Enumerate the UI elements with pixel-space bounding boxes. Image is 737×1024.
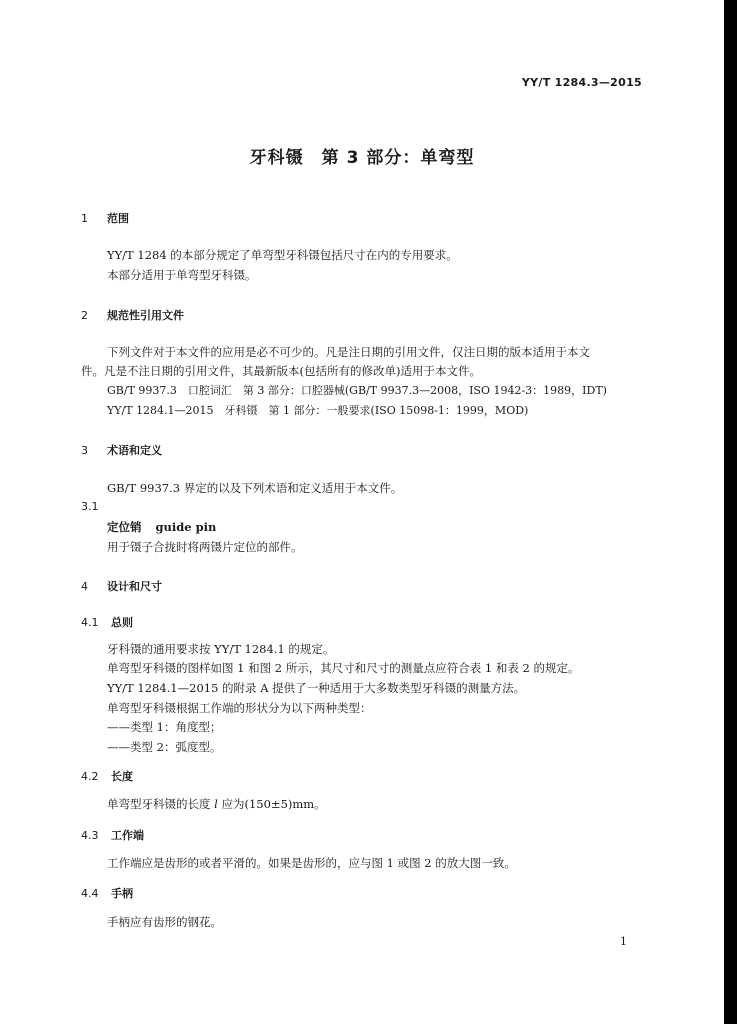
section-3-heading [81,442,162,458]
text-run: 单弯型牙科镊的长度 [107,797,215,811]
list-item: ——类型 1：角度型； [107,720,222,734]
section-title: 规范性引用文件 [107,309,184,322]
page-edge-bar [724,0,737,1024]
paragraph: YY/T 1284 的本部分规定了单弯型牙科镊包括尺寸在内的专用要求。 [107,248,458,262]
list-item: ——类型 2：弧度型。 [107,740,222,754]
section-title: 范围 [107,212,129,225]
subsection-4-1-heading [81,614,133,630]
subsection-number: 4.3 [81,829,99,842]
subsection-title: 长度 [111,770,133,783]
section-title: 术语和定义 [107,444,162,457]
paragraph-continuation: 件。凡是不注日期的引用文件，其最新版本(包括所有的修改单)适用于本文件。 [81,364,481,378]
length-variable: l [214,797,218,811]
text-run: 应为(150±5)mm。 [217,797,326,811]
reference-item: YY/T 1284.1—2015 牙科镊 第 1 部分：一般要求(ISO 15098-1：1999，MOD) [107,404,529,417]
paragraph: 下列文件对于本文件的应用是必不可少的。凡是注日期的引用文件，仅注日期的版本适用于本文 [107,345,590,359]
subsection-4-3-heading [81,827,144,843]
subsection-title: 工作端 [111,829,144,842]
paragraph: 单弯型牙科镊的图样如图 1 和图 2 所示，其尺寸和尺寸的测量点应符合表 1 和表 2 的规定。 [107,661,580,675]
paragraph: GB/T 9937.3 界定的以及下列术语和定义适用于本文件。 [107,481,403,495]
reference-item: GB/T 9937.3 口腔词汇 第 3 部分：口腔器械(GB/T 9937.3—2008，ISO 1942-3：1989，IDT) [107,384,607,397]
paragraph: 本部分适用于单弯型牙科镊。 [107,268,257,282]
subsection-4-2-heading [81,768,133,784]
term-chinese: 定位销 [107,520,142,534]
standard-code: YY/T 1284.3—2015 [521,76,642,89]
paragraph: 手柄应有齿形的钢花。 [107,915,222,929]
section-2-heading [81,307,184,323]
section-number: 2 [81,309,88,322]
term-english: guide pin [155,520,217,534]
subsection-title: 总则 [111,616,133,629]
section-title: 设计和尺寸 [107,580,162,593]
paragraph: 单弯型牙科镊根据工作端的形状分为以下两种类型： [107,701,372,715]
term-definition: 用于镊子合拢时将两镊片定位的部件。 [107,540,303,554]
subsection-title: 手柄 [111,887,133,900]
subsection-number: 4.4 [81,887,99,900]
subsection-number: 4.1 [81,616,99,629]
section-number: 1 [81,212,88,225]
term-number: 3.1 [81,500,99,513]
subsection-number: 4.2 [81,770,99,783]
paragraph: 牙科镊的通用要求按 YY/T 1284.1 的规定。 [107,642,335,656]
page-number: 1 [620,935,627,948]
term-entry [107,519,216,535]
paragraph [107,796,326,812]
section-number: 4 [81,580,88,593]
paragraph: 工作端应是齿形的或者平滑的。如果是齿形的，应与图 1 或图 2 的放大图一致。 [107,856,516,870]
paragraph: YY/T 1284.1—2015 的附录 A 提供了一种适用于大多数类型牙科镊的测量方法。 [107,681,526,695]
section-1-heading [81,210,129,226]
document-title: 牙科镊 第 3 部分：单弯型 [249,148,475,168]
section-number: 3 [81,444,88,457]
subsection-4-4-heading [81,885,133,901]
section-4-heading [81,578,162,594]
